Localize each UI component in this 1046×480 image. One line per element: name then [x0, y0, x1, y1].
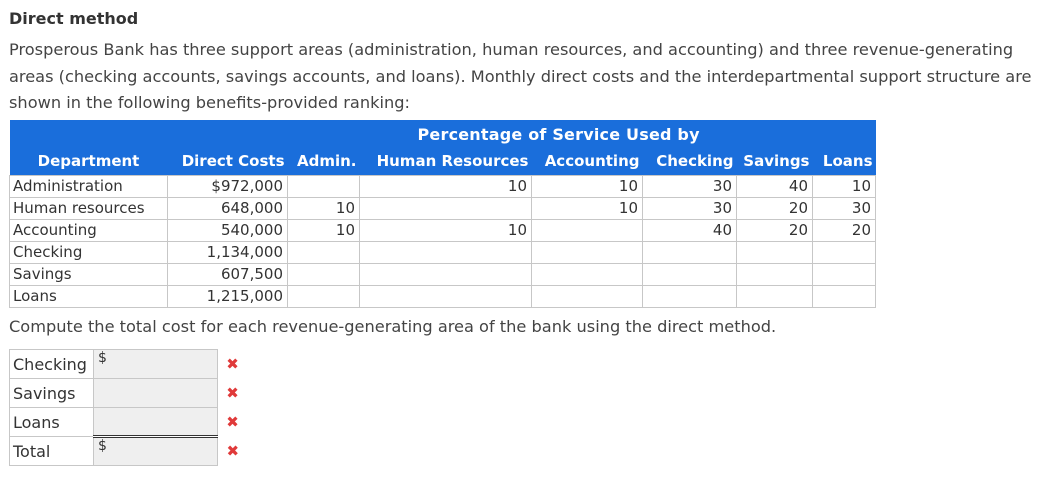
table-cell: 10 — [360, 219, 532, 241]
table-row — [10, 285, 876, 307]
incorrect-icon: ✖ — [226, 355, 239, 373]
table-cell: 10 — [532, 175, 643, 197]
table-cell — [813, 241, 876, 263]
table-cell — [737, 263, 813, 285]
table-cell — [288, 241, 360, 263]
table-banner: Percentage of Service Used by — [288, 120, 876, 148]
problem-description: Prosperous Bank has three support areas (administration, human resources, and accounting) and three revenue-generating areas (checking accounts, savings accounts, and loans). Monthly direct costs and the interdepartmental support structure are shown in the following benefits-provided ranking: — [9, 40, 1032, 112]
table-cell — [643, 285, 737, 307]
answer-label: Checking — [10, 350, 94, 379]
column-header: Accounting — [532, 148, 643, 175]
table-cell — [813, 285, 876, 307]
table-cell: 1,215,000 — [168, 285, 288, 307]
table-cell: $972,000 — [168, 175, 288, 197]
table-cell: 30 — [643, 175, 737, 197]
table-cell — [813, 263, 876, 285]
table-row — [10, 175, 876, 197]
row-label: Administration — [10, 175, 168, 197]
table-cell — [643, 263, 737, 285]
row-label: Savings — [10, 263, 168, 285]
column-header: Loans — [813, 148, 876, 175]
incorrect-icon: ✖ — [226, 442, 240, 460]
table-row — [10, 263, 876, 285]
table-cell: 30 — [813, 197, 876, 219]
table-cell: 10 — [288, 197, 360, 219]
table-cell — [643, 241, 737, 263]
answer-label: Loans — [10, 408, 94, 437]
answer-input[interactable] — [94, 350, 218, 379]
table-cell: 20 — [813, 219, 876, 241]
table-cell: 30 — [643, 197, 737, 219]
table-cell: 20 — [737, 197, 813, 219]
answer-row — [10, 408, 248, 437]
table-cell — [288, 175, 360, 197]
table-cell — [288, 263, 360, 285]
table-cell: 10 — [813, 175, 876, 197]
question-text: Compute the total cost for each revenue-generating area of the bank using the direct method. — [9, 317, 777, 336]
column-header: Savings — [737, 148, 813, 175]
table-cell — [360, 263, 532, 285]
row-label: Checking — [10, 241, 168, 263]
table-cell: 540,000 — [168, 219, 288, 241]
cost-table — [9, 120, 876, 308]
answer-row — [10, 350, 248, 379]
row-label: Human resources — [10, 197, 168, 219]
answer-input[interactable] — [94, 379, 218, 408]
answer-input[interactable] — [94, 437, 218, 466]
table-cell — [532, 285, 643, 307]
answer-label: Total — [10, 437, 94, 466]
table-cell: 10 — [532, 197, 643, 219]
answer-input[interactable] — [94, 408, 218, 437]
answer-row — [10, 437, 248, 466]
answer-label: Savings — [10, 379, 94, 408]
currency-symbol: $ — [98, 350, 107, 366]
table-row — [10, 241, 876, 263]
table-cell: 40 — [643, 219, 737, 241]
answer-table — [9, 349, 248, 466]
page-title: Direct method — [9, 9, 139, 28]
answer-row — [10, 379, 248, 408]
row-label: Loans — [10, 285, 168, 307]
table-cell: 20 — [737, 219, 813, 241]
table-cell — [532, 263, 643, 285]
incorrect-icon: ✖ — [226, 413, 239, 431]
table-row — [10, 197, 876, 219]
table-cell: 10 — [360, 175, 532, 197]
table-row — [10, 219, 876, 241]
table-cell: 1,134,000 — [168, 241, 288, 263]
table-cell — [737, 285, 813, 307]
currency-symbol: $ — [98, 438, 107, 454]
column-header: Department — [10, 148, 168, 175]
table-cell — [360, 197, 532, 219]
table-cell — [532, 219, 643, 241]
row-label: Accounting — [10, 219, 168, 241]
table-cell: 10 — [288, 219, 360, 241]
table-cell — [737, 241, 813, 263]
table-cell — [532, 241, 643, 263]
table-cell: 40 — [737, 175, 813, 197]
incorrect-icon: ✖ — [226, 384, 239, 402]
table-cell: 648,000 — [168, 197, 288, 219]
table-cell — [360, 241, 532, 263]
column-header: Direct Costs — [168, 148, 288, 175]
column-header: Checking — [643, 148, 737, 175]
table-cell: 607,500 — [168, 263, 288, 285]
column-header: Human Resources — [360, 148, 532, 175]
column-header: Admin. — [288, 148, 360, 175]
table-cell — [360, 285, 532, 307]
table-cell — [288, 285, 360, 307]
